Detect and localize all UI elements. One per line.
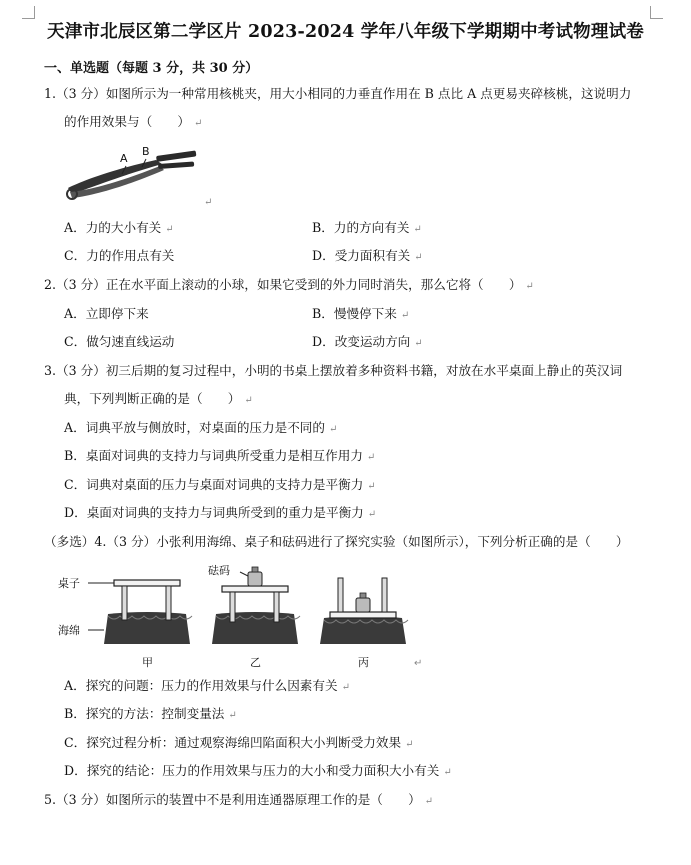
question-4-option-b: B．探究的方法：控制变量法 ↵ <box>64 706 237 721</box>
paragraph-mark: ↵ <box>414 658 423 669</box>
sponge-experiment-figure <box>58 562 428 672</box>
question-1-option-b: B．力的方向有关 ↵ <box>312 220 422 235</box>
question-3-option-d: D．桌面对词典的支持力与词典所受到的重力是平衡力 ↵ <box>64 505 377 520</box>
question-2-option-a: A．立即停下来 <box>64 306 149 321</box>
question-3-line-1: 3.（3 分）初三后期的复习过程中，小明的书桌上摆放着多种资料书籍，对放在水平桌面上静止的英汉词 <box>44 363 623 378</box>
question-2-option-c: C．做匀速直线运动 <box>64 334 175 349</box>
question-4-option-a: A．探究的问题：压力的作用效果与什么因素有关 ↵ <box>64 678 350 693</box>
figure-label-bing: 丙 <box>358 656 369 669</box>
nutcracker-figure <box>60 142 200 206</box>
question-3-option-c: C．词典对桌面的压力与桌面对词典的支持力是平衡力 ↵ <box>64 477 376 492</box>
question-5-line-1: 5.（3 分）如图所示的装置中不是利用连通器原理工作的是（ ） ↵ <box>44 792 434 807</box>
figure-label-jia: 甲 <box>142 656 153 669</box>
question-4-option-d: D．探究的结论：压力的作用效果与压力的大小和受力面积大小有关 ↵ <box>64 763 452 778</box>
figure-label-table: 桌子 <box>58 577 80 590</box>
question-1-line-1: 1.（3 分）如图所示为一种常用核桃夹，用大小相同的力垂直作用在 B 点比 A 点更易夹碎核桃，这说明力 <box>44 86 632 101</box>
question-3-option-b: B．桌面对词典的支持力与词典所受重力是相互作用力 ↵ <box>64 448 376 463</box>
figure-label-yi: 乙 <box>250 656 261 669</box>
figure-label-sponge: 海绵 <box>58 624 80 637</box>
question-4-line-1: （多选）4.（3 分）小张利用海绵、桌子和砝码进行了探究实验（如图所示），下列分析正确的是（ ） <box>44 534 629 549</box>
question-2-line-1: 2.（3 分）正在水平面上滚动的小球，如果它受到的外力同时消失，那么它将（ ） ↵ <box>44 277 534 292</box>
question-4-option-c: C．探究过程分析：通过观察海绵凹陷面积大小判断受力效果 ↵ <box>64 735 414 750</box>
paragraph-mark: ↵ <box>204 197 213 208</box>
question-1-line-2: 的作用效果与（ ） ↵ <box>64 114 203 129</box>
question-3-option-a: A．词典平放与侧放时，对桌面的压力是不同的 ↵ <box>64 420 338 435</box>
figure-label-weight: 砝码 <box>208 564 230 577</box>
question-2-option-d: D．改变运动方向 ↵ <box>312 334 423 349</box>
figure-label-b: B <box>142 145 150 158</box>
figure-label-a: A <box>120 152 128 165</box>
exam-title: 天津市北辰区第二学区片 2023-2024 学年八年级下学期期中考试物理试卷 <box>47 22 644 42</box>
question-1-option-d: D．受力面积有关 ↵ <box>312 248 423 263</box>
question-1-option-a: A．力的大小有关 ↵ <box>64 220 174 235</box>
question-1-option-c: C．力的作用点有关 <box>64 248 175 263</box>
question-3-line-2: 典，下列判断正确的是（ ） ↵ <box>64 391 253 406</box>
question-2-option-b: B．慢慢停下来 ↵ <box>312 306 410 321</box>
section-heading: 一、单选题（每题 3 分，共 30 分） <box>44 61 259 76</box>
